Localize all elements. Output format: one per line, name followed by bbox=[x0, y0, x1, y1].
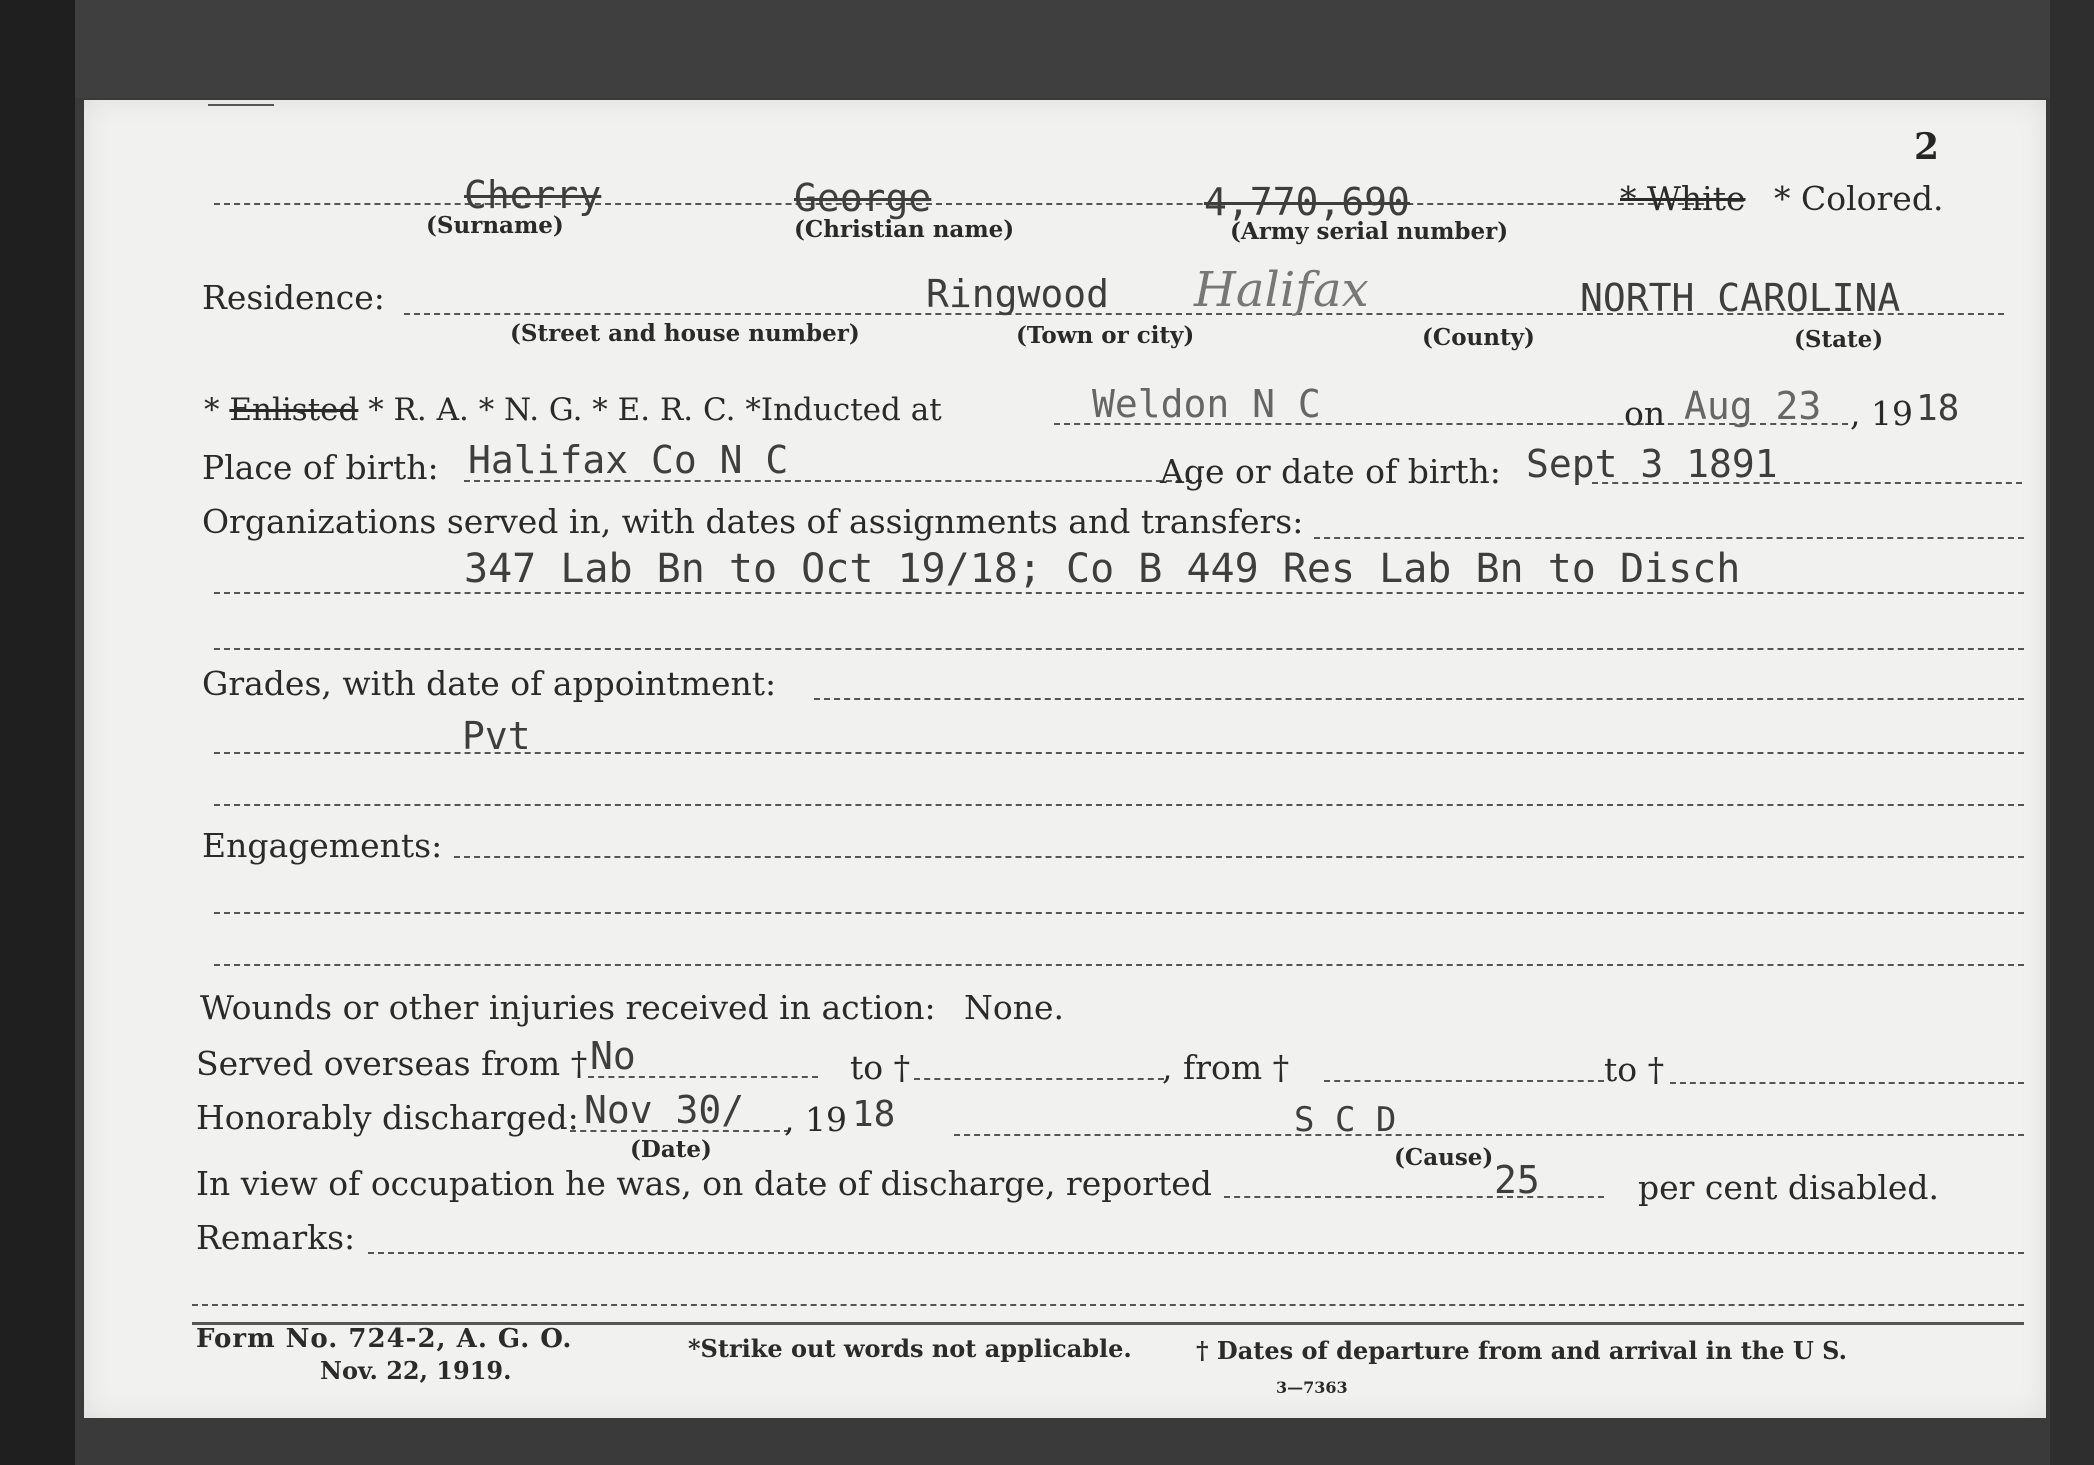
engagements-label: Engagements: bbox=[202, 826, 443, 865]
engagements-line-1 bbox=[454, 856, 2024, 858]
scan-background-top bbox=[0, 0, 2094, 98]
state-value: NORTH CAROLINA bbox=[1580, 276, 1901, 320]
inducted-place-value: Weldon N C bbox=[1092, 382, 1321, 426]
remarks-line-1 bbox=[368, 1252, 2024, 1254]
serial-number-value: 4,770,690 bbox=[1204, 180, 1410, 224]
organizations-line-2 bbox=[214, 592, 2024, 594]
race-colored-option: * Colored. bbox=[1774, 179, 1944, 218]
induction-date-value: Aug 23 bbox=[1684, 384, 1822, 428]
scan-background-left bbox=[0, 0, 75, 1465]
disability-line bbox=[1224, 1196, 1604, 1198]
on-label: on bbox=[1624, 394, 1666, 433]
overseas-to-line bbox=[914, 1078, 1164, 1080]
induction-options: * Enlisted * R. A. * N. G. * E. R. C. *Inducted at bbox=[204, 392, 942, 428]
organizations-line-3 bbox=[214, 648, 2024, 650]
induction-year-prefix: , 19 bbox=[1850, 394, 1913, 433]
overseas-from2-line bbox=[1324, 1080, 1604, 1082]
overseas-to2-line bbox=[1670, 1082, 2024, 1084]
discharge-year-suffix: 18 bbox=[852, 1094, 896, 1135]
christian-name-caption: (Christian name) bbox=[794, 216, 1015, 243]
serial-number-caption: (Army serial number) bbox=[1230, 218, 1509, 245]
county-value: Halifax bbox=[1194, 262, 1369, 318]
discharge-label: Honorably discharged: bbox=[196, 1098, 579, 1137]
birth-place-value: Halifax Co N C bbox=[468, 438, 789, 482]
discharge-date-caption: (Date) bbox=[630, 1136, 712, 1163]
overseas-to2-label: to † bbox=[1604, 1050, 1665, 1089]
grades-label: Grades, with date of appointment: bbox=[202, 664, 777, 703]
state-caption: (State) bbox=[1794, 326, 1884, 353]
remarks-line-2 bbox=[192, 1304, 2024, 1306]
organizations-line-1 bbox=[1314, 537, 2024, 539]
discharge-date-value: Nov 30/ bbox=[584, 1088, 745, 1132]
engagements-line-2 bbox=[214, 912, 2024, 914]
discharge-cause-caption: (Cause) bbox=[1394, 1144, 1494, 1171]
birth-date-value: Sept 3 1891 bbox=[1526, 442, 1778, 486]
engagements-line-3 bbox=[214, 964, 2024, 966]
disability-suffix: per cent disabled. bbox=[1638, 1168, 1940, 1207]
dates-note: † Dates of departure from and arrival in the U S. bbox=[1196, 1336, 1847, 1365]
town-caption: (Town or city) bbox=[1016, 322, 1195, 349]
surname-value: Cherry bbox=[464, 173, 602, 217]
christian-name-value: George bbox=[794, 176, 932, 220]
name-line bbox=[214, 203, 1704, 205]
print-code: 3—7363 bbox=[1276, 1378, 1348, 1397]
grades-value: Pvt bbox=[462, 714, 531, 758]
overseas-from2-label: , from † bbox=[1162, 1048, 1290, 1087]
organizations-value: 347 Lab Bn to Oct 19/18; Co B 449 Res Lab Bn to Disch bbox=[464, 546, 1741, 592]
form-date: Nov. 22, 1919. bbox=[320, 1356, 512, 1385]
discharge-cause-line bbox=[954, 1134, 2024, 1136]
race-white-option: * White bbox=[1620, 179, 1746, 218]
discharge-cause-value: S C D bbox=[1294, 1100, 1397, 1140]
county-caption: (County) bbox=[1422, 324, 1535, 351]
corner-mark bbox=[208, 104, 274, 106]
surname-caption: (Surname) bbox=[426, 212, 564, 239]
service-record-card bbox=[84, 100, 2046, 1418]
birth-place-label: Place of birth: bbox=[202, 448, 439, 487]
strike-note: *Strike out words not applicable. bbox=[688, 1334, 1132, 1363]
overseas-to-label: to † bbox=[850, 1048, 911, 1087]
form-number: Form No. 724-2, A. G. O. bbox=[196, 1324, 573, 1354]
induction-year-suffix: 18 bbox=[1916, 388, 1960, 429]
town-value: Ringwood bbox=[926, 272, 1110, 316]
residence-label: Residence: bbox=[202, 278, 385, 317]
grades-line-3 bbox=[214, 804, 2024, 806]
street-caption: (Street and house number) bbox=[510, 320, 860, 347]
disability-percent-value: 25 bbox=[1494, 1158, 1540, 1202]
remarks-label: Remarks: bbox=[196, 1218, 356, 1257]
wounds-value: None. bbox=[964, 988, 1065, 1027]
enlisted-option: Enlisted bbox=[229, 392, 359, 428]
discharge-year-prefix: , 19 bbox=[784, 1100, 847, 1139]
card-number: 2 bbox=[1914, 126, 1940, 168]
disability-label: In view of occupation he was, on date of discharge, reported bbox=[196, 1164, 1212, 1203]
organizations-label: Organizations served in, with dates of assignments and transfers: bbox=[202, 502, 1304, 541]
overseas-from-label: Served overseas from † bbox=[196, 1044, 588, 1083]
age-label: Age or date of birth: bbox=[1160, 452, 1501, 491]
grades-line-1 bbox=[814, 698, 2024, 700]
wounds-label: Wounds or other injuries received in action: bbox=[200, 988, 936, 1027]
scan-background-right bbox=[2050, 0, 2094, 1465]
overseas-from-value: No bbox=[590, 1034, 636, 1078]
